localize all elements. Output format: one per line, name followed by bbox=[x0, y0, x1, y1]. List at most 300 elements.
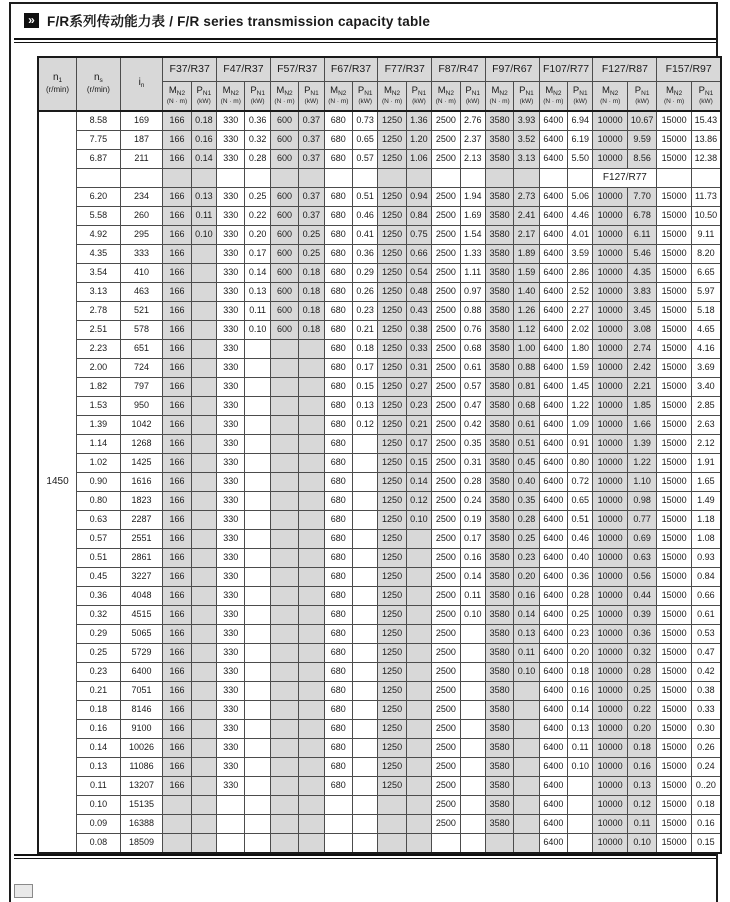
pn1-cell bbox=[353, 587, 378, 606]
mn2-cell bbox=[270, 720, 298, 739]
pn1-cell: 0.98 bbox=[627, 492, 656, 511]
pn1-cell: 0.29 bbox=[353, 264, 378, 283]
pn1-cell: 0.13 bbox=[514, 625, 539, 644]
mn2-cell: 600 bbox=[270, 131, 298, 150]
mn2-cell: 3580 bbox=[485, 454, 513, 473]
pn1-cell: 1.00 bbox=[514, 340, 539, 359]
mn2-cell: 10000 bbox=[593, 758, 628, 777]
symbol: P bbox=[519, 85, 526, 97]
in-cell: 7051 bbox=[120, 682, 163, 701]
mn2-cell bbox=[163, 815, 191, 834]
in-cell: 5729 bbox=[120, 644, 163, 663]
ns-cell: 0.11 bbox=[77, 777, 121, 796]
pn1-cell bbox=[514, 834, 539, 854]
pn1-cell: 0.44 bbox=[627, 587, 656, 606]
mn2-cell: 1250 bbox=[378, 378, 406, 397]
pn1-cell: 0.11 bbox=[191, 207, 216, 226]
mn2-cell: 3580 bbox=[485, 644, 513, 663]
mn2-cell: 166 bbox=[163, 701, 191, 720]
pn1-cell: 0.72 bbox=[568, 473, 593, 492]
pn1-cell bbox=[568, 777, 593, 796]
pn1-cell bbox=[353, 663, 378, 682]
table-row bbox=[38, 340, 721, 359]
pn1-cell bbox=[299, 682, 324, 701]
mn2-cell bbox=[270, 511, 298, 530]
pn1-cell bbox=[191, 378, 216, 397]
mn2-cell: 330 bbox=[217, 739, 245, 758]
pn1-cell: 3.69 bbox=[691, 359, 721, 378]
pn1-cell: 3.08 bbox=[627, 321, 656, 340]
mn2-cell: 10000 bbox=[593, 739, 628, 758]
mn2-cell: 3580 bbox=[485, 758, 513, 777]
mn2-cell bbox=[270, 568, 298, 587]
mn2-cell: 1250 bbox=[378, 435, 406, 454]
mn2-cell: 680 bbox=[324, 340, 352, 359]
pn1-cell: 8.20 bbox=[691, 245, 721, 264]
header-ns bbox=[77, 57, 121, 111]
pn1-cell: 2.74 bbox=[627, 340, 656, 359]
table-header bbox=[38, 57, 721, 111]
mn2-cell: 3580 bbox=[485, 226, 513, 245]
mn2-cell: 15000 bbox=[657, 150, 692, 169]
ns-cell: 4.92 bbox=[77, 226, 121, 245]
pn1-cell bbox=[568, 834, 593, 854]
symbol: P bbox=[196, 85, 203, 97]
mn2-cell: 10000 bbox=[593, 111, 628, 131]
mn2-cell bbox=[432, 169, 460, 188]
mn2-cell: 330 bbox=[217, 530, 245, 549]
mn2-cell: 15000 bbox=[657, 264, 692, 283]
mn2-cell: 3580 bbox=[485, 131, 513, 150]
mn2-cell: 1250 bbox=[378, 511, 406, 530]
mn2-cell: 680 bbox=[324, 587, 352, 606]
mn2-cell: 15000 bbox=[657, 568, 692, 587]
mn2-cell: 1250 bbox=[378, 283, 406, 302]
mn2-cell bbox=[270, 644, 298, 663]
mn2-cell: 166 bbox=[163, 302, 191, 321]
mn2-cell: 3580 bbox=[485, 416, 513, 435]
pn1-cell bbox=[191, 625, 216, 644]
pn1-cell: 1.59 bbox=[514, 264, 539, 283]
unit-label: (kW) bbox=[519, 98, 534, 105]
pn1-cell: 0.68 bbox=[460, 340, 485, 359]
pn1-cell bbox=[191, 663, 216, 682]
mn2-cell bbox=[270, 796, 298, 815]
pn1-cell: 0.11 bbox=[460, 587, 485, 606]
in-cell: 1425 bbox=[120, 454, 163, 473]
pn1-cell: 2.21 bbox=[627, 378, 656, 397]
symbol: M bbox=[276, 85, 285, 97]
mn2-cell: 330 bbox=[217, 340, 245, 359]
table-row bbox=[38, 245, 721, 264]
mn2-cell: 3580 bbox=[485, 264, 513, 283]
pn1-cell: 1.39 bbox=[627, 435, 656, 454]
pn1-cell bbox=[245, 644, 270, 663]
mn2-cell: 680 bbox=[324, 378, 352, 397]
mn2-cell: 680 bbox=[324, 454, 352, 473]
pn1-cell: 0.25 bbox=[245, 188, 270, 207]
ns-cell: 2.51 bbox=[77, 321, 121, 340]
mn2-cell: 680 bbox=[324, 530, 352, 549]
mn2-cell: 6400 bbox=[539, 245, 567, 264]
mn2-cell: 1250 bbox=[378, 340, 406, 359]
pn1-cell: 0.20 bbox=[568, 644, 593, 663]
pn1-cell: 0.31 bbox=[460, 454, 485, 473]
mn2-cell: 15000 bbox=[657, 549, 692, 568]
mn2-cell: 166 bbox=[163, 587, 191, 606]
pn1-cell bbox=[299, 397, 324, 416]
mn2-cell: 330 bbox=[217, 226, 245, 245]
pn1-cell bbox=[460, 720, 485, 739]
unit-label: (N · m) bbox=[381, 98, 403, 105]
mn2-cell: 2500 bbox=[432, 397, 460, 416]
mn2-cell: 10000 bbox=[593, 207, 628, 226]
pn1-cell: 3.52 bbox=[514, 131, 539, 150]
symbol: M bbox=[222, 85, 231, 97]
pn1-cell: 0.65 bbox=[568, 492, 593, 511]
pn1-cell bbox=[191, 321, 216, 340]
column-group-header: F107/R77 bbox=[539, 57, 593, 82]
pn1-cell bbox=[191, 587, 216, 606]
mn2-cell: 1250 bbox=[378, 758, 406, 777]
mn2-cell: 10000 bbox=[593, 492, 628, 511]
mn2-cell: 2500 bbox=[432, 815, 460, 834]
mn2-cell: 1250 bbox=[378, 245, 406, 264]
pn1-cell: 0.30 bbox=[691, 720, 721, 739]
ns-cell: 2.23 bbox=[77, 340, 121, 359]
pn1-cell bbox=[460, 644, 485, 663]
mn2-cell: 3580 bbox=[485, 815, 513, 834]
ns-cell: 0.63 bbox=[77, 511, 121, 530]
mn2-cell bbox=[163, 169, 191, 188]
unit-label: (N · m) bbox=[489, 98, 510, 105]
mn2-cell bbox=[270, 397, 298, 416]
pn1-cell bbox=[353, 511, 378, 530]
mn2-cell: 10000 bbox=[593, 340, 628, 359]
mn2-cell: 15000 bbox=[657, 454, 692, 473]
mn2-cell: 600 bbox=[270, 264, 298, 283]
mn2-cell: 2500 bbox=[432, 131, 460, 150]
mn2-cell: 1250 bbox=[378, 416, 406, 435]
pn1-cell bbox=[406, 777, 431, 796]
mn2-cell: 330 bbox=[217, 207, 245, 226]
mn2-cell: 6400 bbox=[539, 511, 567, 530]
pn1-cell bbox=[353, 473, 378, 492]
mn2-cell: 680 bbox=[324, 111, 352, 131]
mn2-cell: 15000 bbox=[657, 321, 692, 340]
ns-cell: 0.51 bbox=[77, 549, 121, 568]
pn1-cell: 0.21 bbox=[353, 321, 378, 340]
mn2-cell: 3580 bbox=[485, 283, 513, 302]
corner-subscript: n bbox=[140, 82, 145, 90]
pn1-cell: 1.45 bbox=[568, 378, 593, 397]
ns-cell: 0.08 bbox=[77, 834, 121, 854]
symbol-subscript: N2 bbox=[230, 90, 239, 98]
pn1-cell bbox=[353, 454, 378, 473]
symbol: M bbox=[491, 85, 500, 97]
in-cell: 651 bbox=[120, 340, 163, 359]
unit-label: (kW) bbox=[412, 98, 426, 105]
table-row bbox=[38, 131, 721, 150]
pn1-cell bbox=[460, 834, 485, 854]
pn1-cell: 1.49 bbox=[691, 492, 721, 511]
pn1-cell bbox=[245, 720, 270, 739]
pn1-cell bbox=[245, 492, 270, 511]
bottom-divider bbox=[14, 854, 716, 859]
mn2-cell: 6400 bbox=[539, 644, 567, 663]
mn2-cell: 166 bbox=[163, 340, 191, 359]
column-group-header: F37/R37 bbox=[163, 57, 217, 82]
pn1-cell bbox=[353, 796, 378, 815]
mn2-cell: 2500 bbox=[432, 549, 460, 568]
pn1-cell: 0.14 bbox=[460, 568, 485, 587]
unit-label: (kW) bbox=[304, 98, 319, 105]
pn1-cell bbox=[299, 568, 324, 587]
corner-symbol: n bbox=[93, 72, 100, 84]
pn1-cell bbox=[460, 739, 485, 758]
mn2-cell: 330 bbox=[217, 397, 245, 416]
pn1-cell bbox=[299, 473, 324, 492]
unit-label: (kW) bbox=[635, 98, 649, 105]
pn1-cell bbox=[460, 777, 485, 796]
mn2-cell: 1250 bbox=[378, 549, 406, 568]
pn1-cell: 1.94 bbox=[460, 188, 485, 207]
mn2-cell: 2500 bbox=[432, 644, 460, 663]
in-cell: 2287 bbox=[120, 511, 163, 530]
pn1-cell: 0.13 bbox=[191, 188, 216, 207]
pn1-cell: 0.37 bbox=[299, 150, 324, 169]
pn1-cell: 4.65 bbox=[691, 321, 721, 340]
mn2-cell: 166 bbox=[163, 283, 191, 302]
table-row bbox=[38, 834, 721, 854]
mn2-cell: 10000 bbox=[593, 511, 628, 530]
pn1-cell bbox=[353, 549, 378, 568]
pn1-cell: 0.28 bbox=[568, 587, 593, 606]
mn2-cell: 15000 bbox=[657, 340, 692, 359]
mn2-cell: 680 bbox=[324, 321, 352, 340]
mn2-cell: 2500 bbox=[432, 359, 460, 378]
mn2-cell: 6400 bbox=[539, 530, 567, 549]
pn1-cell: 0.18 bbox=[299, 264, 324, 283]
pn1-cell bbox=[406, 701, 431, 720]
mn2-cell: 680 bbox=[324, 777, 352, 796]
mn2-cell: 166 bbox=[163, 416, 191, 435]
symbol-subscript: N1 bbox=[641, 90, 650, 98]
pn1-cell: 3.45 bbox=[627, 302, 656, 321]
mn2-cell: 1250 bbox=[378, 720, 406, 739]
ns-cell: 0.10 bbox=[77, 796, 121, 815]
ns-cell: 0.29 bbox=[77, 625, 121, 644]
pn1-cell: 0.57 bbox=[353, 150, 378, 169]
mn2-cell bbox=[217, 834, 245, 854]
mn2-cell bbox=[270, 435, 298, 454]
pn1-cell: 2.27 bbox=[568, 302, 593, 321]
pn1-cell bbox=[191, 644, 216, 663]
in-cell: 6400 bbox=[120, 663, 163, 682]
mn2-cell: 3580 bbox=[485, 796, 513, 815]
mn2-cell: 10000 bbox=[593, 720, 628, 739]
table-row bbox=[38, 283, 721, 302]
pn1-cell: 1.36 bbox=[406, 111, 431, 131]
mn2-cell bbox=[163, 834, 191, 854]
pn1-cell: 2.13 bbox=[460, 150, 485, 169]
pn1-cell: 0.18 bbox=[299, 321, 324, 340]
pn1-cell: 2.37 bbox=[460, 131, 485, 150]
table-row bbox=[38, 720, 721, 739]
mn2-cell: 15000 bbox=[657, 758, 692, 777]
in-cell: 8146 bbox=[120, 701, 163, 720]
ns-cell: 2.00 bbox=[77, 359, 121, 378]
pn1-cell bbox=[299, 720, 324, 739]
pn1-cell: 0.17 bbox=[353, 359, 378, 378]
subcolumn-header-pn1 bbox=[299, 82, 324, 112]
mn2-cell bbox=[324, 796, 352, 815]
mn2-cell: 680 bbox=[324, 188, 352, 207]
table-row bbox=[38, 663, 721, 682]
pn1-cell: 0.18 bbox=[299, 302, 324, 321]
mn2-cell: 10000 bbox=[593, 834, 628, 854]
mn2-cell: 6400 bbox=[539, 416, 567, 435]
mn2-cell: 15000 bbox=[657, 435, 692, 454]
mn2-cell: 3580 bbox=[485, 739, 513, 758]
symbol: M bbox=[168, 85, 177, 97]
mn2-cell: 6400 bbox=[539, 587, 567, 606]
table-row bbox=[38, 682, 721, 701]
pn1-cell bbox=[191, 511, 216, 530]
pn1-cell: 2.12 bbox=[691, 435, 721, 454]
mn2-cell: 330 bbox=[217, 111, 245, 131]
mn2-cell: 680 bbox=[324, 492, 352, 511]
pn1-cell bbox=[299, 492, 324, 511]
mn2-cell: 330 bbox=[217, 587, 245, 606]
mn2-cell bbox=[324, 169, 352, 188]
subcolumn-header-mn2 bbox=[432, 82, 460, 112]
mn2-cell bbox=[270, 587, 298, 606]
unit-label: (kW) bbox=[250, 98, 265, 105]
mn2-cell: 166 bbox=[163, 511, 191, 530]
pn1-cell bbox=[406, 796, 431, 815]
mn2-cell: 3580 bbox=[485, 378, 513, 397]
mn2-cell: 3580 bbox=[485, 511, 513, 530]
pn1-cell: 0.35 bbox=[514, 492, 539, 511]
pn1-cell: 0.24 bbox=[691, 758, 721, 777]
pn1-cell bbox=[245, 359, 270, 378]
mn2-cell: 10000 bbox=[593, 321, 628, 340]
pn1-cell: 1.06 bbox=[406, 150, 431, 169]
pn1-cell bbox=[191, 777, 216, 796]
ns-cell: 1.39 bbox=[77, 416, 121, 435]
table-row bbox=[38, 435, 721, 454]
pn1-cell: 0.88 bbox=[460, 302, 485, 321]
mn2-cell bbox=[270, 682, 298, 701]
pn1-cell bbox=[191, 302, 216, 321]
mn2-cell: 10000 bbox=[593, 245, 628, 264]
subcolumn-header-pn1 bbox=[514, 82, 539, 112]
pn1-cell: 13.86 bbox=[691, 131, 721, 150]
mn2-cell: 3580 bbox=[485, 530, 513, 549]
mn2-cell: 15000 bbox=[657, 682, 692, 701]
mn2-cell: 6400 bbox=[539, 207, 567, 226]
pn1-cell bbox=[353, 701, 378, 720]
pn1-cell: 0.93 bbox=[691, 549, 721, 568]
mn2-cell: 1250 bbox=[378, 625, 406, 644]
pn1-cell: 2.02 bbox=[568, 321, 593, 340]
ns-cell: 2.78 bbox=[77, 302, 121, 321]
mn2-cell: 2500 bbox=[432, 777, 460, 796]
mn2-cell: 10000 bbox=[593, 397, 628, 416]
symbol-subscript: N1 bbox=[310, 90, 319, 98]
pn1-cell: 0.38 bbox=[691, 682, 721, 701]
mn2-cell: 15000 bbox=[657, 302, 692, 321]
in-cell: 2861 bbox=[120, 549, 163, 568]
pn1-cell: 6.94 bbox=[568, 111, 593, 131]
pn1-cell bbox=[245, 454, 270, 473]
pn1-cell: 0.20 bbox=[627, 720, 656, 739]
mn2-cell: 680 bbox=[324, 511, 352, 530]
symbol: P bbox=[304, 85, 311, 97]
pn1-cell bbox=[406, 644, 431, 663]
mn2-cell: 600 bbox=[270, 150, 298, 169]
pn1-cell: 0.57 bbox=[460, 378, 485, 397]
mn2-cell: 1250 bbox=[378, 188, 406, 207]
mn2-cell: 330 bbox=[217, 416, 245, 435]
mn2-cell: 600 bbox=[270, 283, 298, 302]
mn2-cell bbox=[270, 758, 298, 777]
pn1-cell bbox=[245, 549, 270, 568]
pn1-cell bbox=[245, 663, 270, 682]
mn2-cell: 1250 bbox=[378, 397, 406, 416]
pn1-cell: 1.22 bbox=[568, 397, 593, 416]
table-row bbox=[38, 359, 721, 378]
pn1-cell: 0.21 bbox=[406, 416, 431, 435]
subcolumn-header-mn2 bbox=[324, 82, 352, 112]
symbol-subscript: N1 bbox=[471, 90, 481, 98]
mn2-cell: 1250 bbox=[378, 606, 406, 625]
mn2-cell: 3580 bbox=[485, 777, 513, 796]
mn2-cell: 2500 bbox=[432, 435, 460, 454]
pn1-cell: 0.13 bbox=[353, 397, 378, 416]
table-row bbox=[38, 606, 721, 625]
mn2-cell: 15000 bbox=[657, 131, 692, 150]
pn1-cell bbox=[460, 663, 485, 682]
pn1-cell: 2.42 bbox=[627, 359, 656, 378]
pn1-cell bbox=[406, 169, 431, 188]
symbol-subscript: N2 bbox=[553, 90, 562, 98]
mn2-cell bbox=[378, 169, 406, 188]
symbol: M bbox=[437, 85, 446, 97]
pn1-cell bbox=[299, 701, 324, 720]
pn1-cell: 0.33 bbox=[406, 340, 431, 359]
pn1-cell bbox=[191, 454, 216, 473]
pn1-cell bbox=[353, 720, 378, 739]
pn1-cell bbox=[353, 644, 378, 663]
mn2-cell: 330 bbox=[217, 625, 245, 644]
mn2-cell: 1250 bbox=[378, 321, 406, 340]
mn2-cell: 680 bbox=[324, 549, 352, 568]
pn1-cell bbox=[353, 739, 378, 758]
mn2-cell: 15000 bbox=[657, 606, 692, 625]
symbol-subscript: N2 bbox=[673, 90, 683, 98]
pn1-cell: 4.35 bbox=[627, 264, 656, 283]
mn2-cell: 3580 bbox=[485, 359, 513, 378]
mn2-cell: 3580 bbox=[485, 302, 513, 321]
pn1-cell: 0.32 bbox=[245, 131, 270, 150]
pn1-cell: 10.67 bbox=[627, 111, 656, 131]
pn1-cell: 0.80 bbox=[568, 454, 593, 473]
column-group-header: F87/R47 bbox=[432, 57, 486, 82]
pn1-cell: 0.75 bbox=[406, 226, 431, 245]
pn1-cell bbox=[245, 796, 270, 815]
